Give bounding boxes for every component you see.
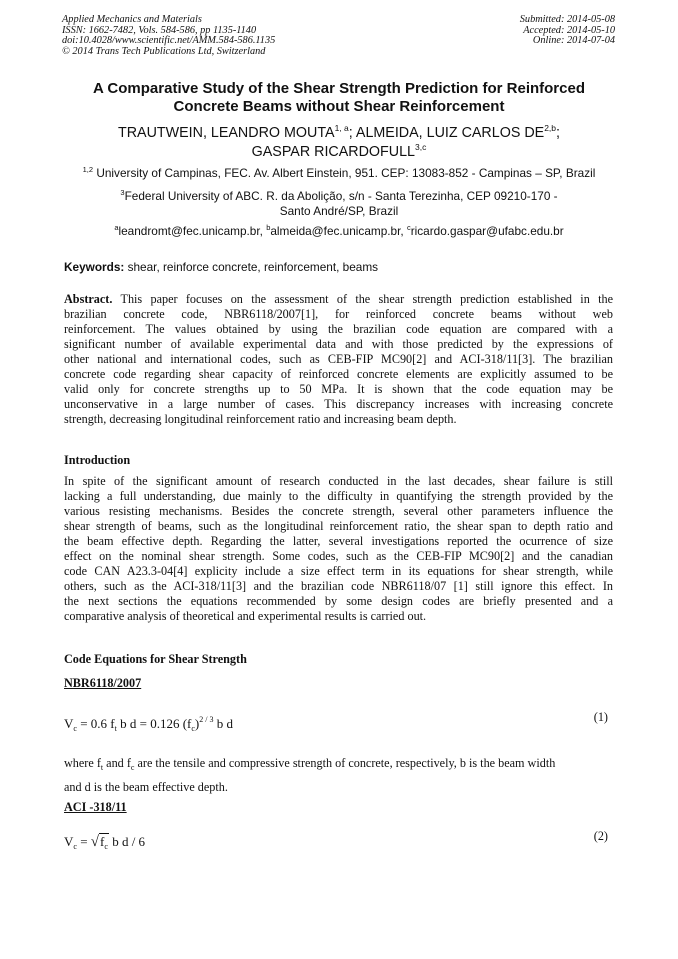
journal-issn: ISSN: 1662-7482, Vols. 584-586, pp 1135-1140 (62, 24, 257, 36)
abstract-line (64, 292, 613, 307)
affiliation-1 (40, 166, 638, 181)
online-date: Online: 2014-07-04 (532, 35, 615, 47)
eq2-symbol-v: V (64, 834, 74, 849)
affiliation-2-mark: 3 (120, 188, 125, 197)
where-part: are the tensile and compressive strength of concrete, respectively, b is the beam width (134, 756, 556, 770)
intro-line: shear strength of beams, such as the longitudinal reinforcement ratio, the shear span to depth ratio and (64, 519, 613, 533)
journal-name: Applied Mechanics and Materials (62, 14, 202, 25)
author-emails (40, 224, 638, 239)
accepted-date: Accepted: 2014-05-10 (523, 24, 615, 36)
eq1-symbol-v: V (64, 716, 74, 731)
author-3-affil-mark: 3,c (415, 141, 427, 152)
eq1-part: ) (194, 716, 200, 731)
equation-1-explanation (64, 751, 613, 799)
keywords-label: Keywords: (64, 260, 125, 274)
author-2-name: ; ALMEIDA, LUIZ CARLOS DE (348, 125, 545, 141)
submission-dates (520, 15, 615, 47)
authors-line-1 (40, 124, 638, 143)
paper-title (40, 80, 638, 115)
intro-line: code CAN A23.3-04[4] explicity include a size effect term in its equations for shear strength, while (64, 564, 613, 578)
nbr-subheading: NBR6118/2007 (64, 676, 142, 690)
equation-2 (64, 834, 145, 850)
email-a[interactable]: leandromt@fec.unicamp.br, (118, 224, 267, 238)
abstract-line: strength, decreasing longitudinal reinforcement ratio and increasing beam depth. (64, 412, 457, 426)
affiliation-2-line-1 (40, 189, 638, 204)
abstract-line: reinforcement. The values obtained by using the brazilian code equation are compared with a (64, 322, 613, 336)
eq1-sub-t: t (114, 724, 117, 733)
introduction-heading: Introduction (64, 453, 131, 467)
eq2-part: = (76, 834, 91, 849)
radical-sign-icon: √ (90, 834, 100, 850)
affiliation-2 (40, 189, 638, 219)
abstract (64, 292, 613, 427)
authors-line-2 (40, 143, 638, 162)
email-c[interactable]: ricardo.gaspar@ufabc.edu.br (410, 224, 564, 238)
abstract-text: This paper focuses on the assessment of the shear strength prediction established in the (112, 292, 613, 306)
affiliation-2-text: Federal University of ABC. R. da Abolição, s/n - Santa Terezinha, CEP 09210-170 - (124, 189, 558, 203)
submitted-date: Submitted: 2014-05-08 (519, 14, 615, 25)
title-line-2: Concrete Beams without Shear Reinforcement (173, 97, 505, 115)
introduction-body (64, 474, 613, 624)
where-sub-t: t (100, 763, 104, 772)
abstract-line: significant number of available experimental data and with those predicted by the expressions of (64, 337, 613, 351)
abstract-line: concrete code regarding shear capacity of reinforced concrete elements are explicitly assumed to be (64, 367, 613, 381)
intro-line: the next sections the equations recommended by some design codes are briefly presented and a (64, 594, 613, 608)
email-c-mark: c (406, 223, 411, 232)
author-list (40, 124, 638, 161)
where-line-2: and d is the beam effective depth. (64, 780, 228, 794)
code-equations-heading: Code Equations for Shear Strength (64, 652, 247, 666)
keywords (64, 260, 378, 274)
keywords-text: shear, reinforce concrete, reinforcement, beams (124, 260, 379, 274)
email-b[interactable]: almeida@fec.unicamp.br, (270, 224, 407, 238)
equation-2-number: (2) (593, 829, 608, 843)
square-root (91, 834, 109, 850)
affiliation-2-line-2: Santo André/SP, Brazil (279, 204, 399, 218)
eq2-symbol-f: f (100, 834, 105, 849)
eq1-part: b d = 0.126 (f (116, 716, 192, 731)
eq2-sub-c: c (104, 842, 108, 851)
author-2-affil-mark: 2,b (544, 123, 557, 133)
intro-line: In spite of the significant amount of research conducted in the last decades, shear failure is still (64, 474, 613, 488)
journal-doi[interactable]: doi:10.4028/www.scientific.net/AMM.584-586.1135 (62, 35, 276, 47)
eq1-part: = 0.6 f (76, 716, 115, 731)
journal-copyright: © 2014 Trans Tech Publications Ltd, Switzerland (62, 45, 266, 57)
where-part: where f (64, 756, 101, 770)
equation-1 (64, 716, 233, 731)
abstract-line: brazilian concrete code, NBR6118/2007[1], for reinforced concrete beams without web (64, 307, 613, 321)
abstract-label: Abstract. (64, 292, 113, 306)
affiliation-1-text: University of Campinas, FEC. Av. Albert Einstein, 951. CEP: 13083-852 - Campinas – SP, Brazil (93, 166, 596, 180)
eq1-part: b d (213, 716, 233, 731)
author-1-name: TRAUTWEIN, LEANDRO MOUTA (117, 125, 335, 141)
journal-header (62, 15, 275, 57)
email-a-mark: a (114, 223, 119, 232)
intro-line: comparative analysis of theoretical and experimental results is carried out. (64, 609, 427, 623)
intro-line: lacking a full understanding, due mainly to the difficulty in quantifying the strength provided by the (64, 489, 613, 503)
intro-line: various resisting mechanisms. Besides the concrete strength, several other parameters influence the (64, 504, 613, 518)
affiliation-1-mark: 1,2 (82, 165, 94, 174)
eq2-part: b d / 6 (108, 834, 146, 849)
where-sub-c: c (130, 763, 135, 772)
author-3-name: GASPAR RICARDOFULL (251, 143, 416, 160)
where-line-1 (64, 751, 613, 775)
eq1-sub-c: c (73, 724, 77, 733)
eq1-sub-c: c (191, 724, 195, 733)
radicand (99, 833, 109, 849)
eq2-sub-c: c (73, 842, 77, 851)
title-line-1: A Comparative Study of the Shear Strength Prediction for Reinforced (92, 80, 585, 97)
abstract-line: other national and international codes, such as CEB-FIP MC90[2] and ACI-318/11[3]. The brazilian (64, 352, 613, 366)
email-b-mark: b (266, 223, 271, 232)
aci-subheading: ACI -318/11 (64, 800, 127, 814)
abstract-line: unconservative in a large number of cases. This discrepancy increases with increasing concrete (64, 397, 613, 411)
intro-line: the beam effective depth. Regarding the latter, several investigations reported the ocurrence of size (64, 534, 613, 548)
where-part: and f (103, 756, 131, 770)
eq1-exponent: 2 / 3 (199, 715, 214, 724)
author-separator: ; (556, 125, 561, 141)
intro-line: effect on the nominal shear strength. Some codes, such as the CEB-FIP MC90[2] and the canadian (64, 549, 613, 563)
author-1-affil-mark: 1, a (334, 123, 349, 133)
abstract-line: valid only for concrete strengths up to 50 MPa. It is shown that the code equation may be (64, 382, 613, 396)
equation-1-number: (1) (593, 710, 608, 724)
intro-line: others, such as the ACI-318/11[3] and the brazilian code NBR6118/07 [1] still ignore this effect. In (64, 579, 613, 593)
